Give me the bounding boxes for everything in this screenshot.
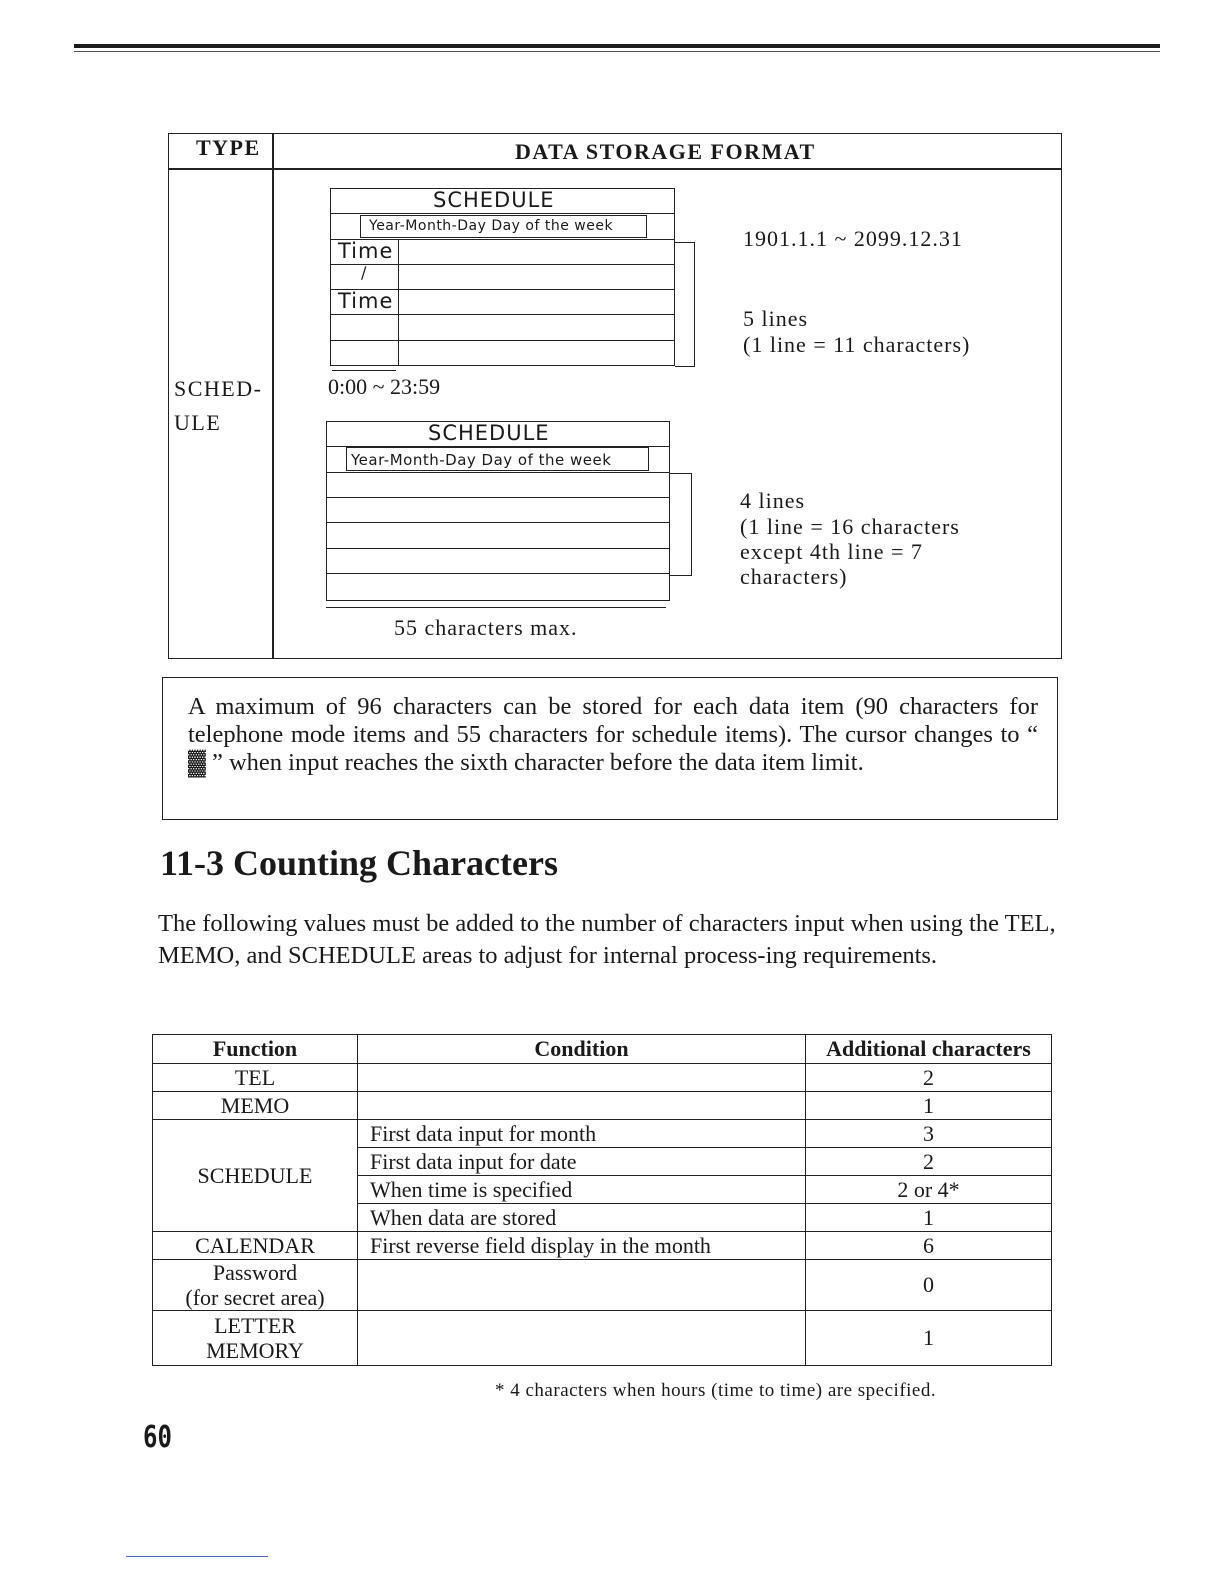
- brace: [332, 370, 396, 371]
- note-text: A maximum of 96 characters can be stored for each data item (90 characters for telephone mode items and 55 characters for schedule items). The cursor changes to “ ▓ ” when input reaches the sixth character before the data item limit.: [188, 693, 1038, 776]
- bracket: [691, 473, 692, 575]
- diagram1-line-chars: (1 line = 11 characters): [743, 332, 971, 357]
- additional-characters-table: [152, 1034, 1052, 1366]
- condition-cell: First data input for month: [358, 1120, 806, 1148]
- diagram2-line-chars-1: (1 line = 16 characters: [740, 514, 960, 539]
- header-condition: Condition: [358, 1035, 806, 1064]
- condition-cell: [358, 1260, 806, 1311]
- diagram1-header: Year-Month-Day Day of the week: [369, 218, 614, 234]
- note-box: [162, 677, 1058, 820]
- divider: [326, 472, 670, 473]
- function-line-2: MEMORY: [206, 1338, 304, 1363]
- diagram2-header: Year-Month-Day Day of the week: [351, 451, 612, 469]
- condition-cell: [358, 1064, 806, 1092]
- bracket: [670, 473, 692, 474]
- table-row: [153, 1092, 1052, 1120]
- value-cell: 1: [806, 1204, 1052, 1232]
- table-row: [153, 1064, 1052, 1092]
- table-row: [153, 1260, 1052, 1311]
- divider: [326, 497, 670, 498]
- time-label-1: Time: [338, 239, 394, 263]
- function-line-2: (for secret area): [185, 1285, 325, 1310]
- function-cell: TEL: [153, 1064, 358, 1092]
- value-cell: 6: [806, 1232, 1052, 1260]
- function-cell: CALENDAR: [153, 1232, 358, 1260]
- section-intro: The following values must be added to the number of characters input when using the TEL, MEMO, and SCHEDULE areas to adjust for internal process-ing requirements.: [158, 910, 1056, 969]
- diagram2-title: SCHEDULE: [428, 421, 550, 445]
- divider: [330, 314, 675, 315]
- function-cell: [153, 1260, 358, 1311]
- section-title: 11-3 Counting Characters: [160, 843, 558, 883]
- divider: [326, 573, 670, 574]
- value-cell: 0: [806, 1260, 1052, 1311]
- value-cell: 2 or 4*: [806, 1176, 1052, 1204]
- diagram2-line-chars-2: except 4th line = 7: [740, 539, 923, 564]
- diagram2-lines: 4 lines: [740, 488, 806, 513]
- value-cell: 1: [806, 1092, 1052, 1120]
- divider: [326, 522, 670, 523]
- header-additional: Additional characters: [806, 1035, 1052, 1064]
- diagram2-line-chars-3: characters): [740, 564, 848, 589]
- condition-cell: When data are stored: [358, 1204, 806, 1232]
- value-cell: 2: [806, 1064, 1052, 1092]
- bracket: [670, 575, 692, 576]
- function-cell: MEMO: [153, 1092, 358, 1120]
- type-label-line1: SCHED-: [174, 376, 263, 401]
- top-rule-thin: [74, 51, 1160, 52]
- table-row: [153, 1311, 1052, 1366]
- value-cell: 3: [806, 1120, 1052, 1148]
- diagram1-title: SCHEDULE: [433, 188, 555, 212]
- condition-cell: [358, 1311, 806, 1366]
- time-label-2: Time: [338, 289, 394, 313]
- function-line-1: Password: [212, 1260, 298, 1285]
- value-cell: 1: [806, 1311, 1052, 1366]
- time-range: 0:00 ~ 23:59: [328, 374, 441, 399]
- bracket: [675, 366, 695, 367]
- condition-cell: [358, 1092, 806, 1120]
- condition-cell: When time is specified: [358, 1176, 806, 1204]
- brace: [326, 607, 666, 608]
- bracket: [675, 242, 695, 243]
- condition-cell: First data input for date: [358, 1148, 806, 1176]
- bracket: [694, 242, 695, 367]
- col-format-header: DATA STORAGE FORMAT: [515, 139, 816, 164]
- table-header-divider: [168, 168, 1062, 170]
- date-range: 1901.1.1 ~ 2099.12.31: [743, 226, 963, 251]
- page-number: 60: [143, 1420, 172, 1455]
- time-separator: /: [361, 263, 368, 282]
- type-label-line2: ULE: [174, 410, 222, 435]
- divider: [330, 340, 675, 341]
- header-function: Function: [153, 1035, 358, 1064]
- footnote: * 4 characters when hours (time to time) are specified.: [495, 1380, 937, 1401]
- diagram1-lines: 5 lines: [743, 306, 809, 331]
- function-line-1: LETTER: [214, 1313, 296, 1338]
- value-cell: 2: [806, 1148, 1052, 1176]
- table-row: [153, 1232, 1052, 1260]
- divider: [326, 548, 670, 549]
- table-divider: [272, 133, 274, 659]
- function-cell: [153, 1311, 358, 1366]
- max-chars: 55 characters max.: [394, 615, 578, 640]
- time-column-divider: [398, 239, 399, 366]
- divider: [330, 264, 675, 265]
- col-type-header: TYPE: [196, 135, 261, 160]
- function-cell: SCHEDULE: [153, 1120, 358, 1232]
- top-rule: [74, 44, 1160, 48]
- condition-cell: First reverse field display in the month: [358, 1232, 806, 1260]
- table-row: [153, 1120, 1052, 1148]
- bottom-rule: [126, 1556, 268, 1557]
- table-header-row: [153, 1035, 1052, 1064]
